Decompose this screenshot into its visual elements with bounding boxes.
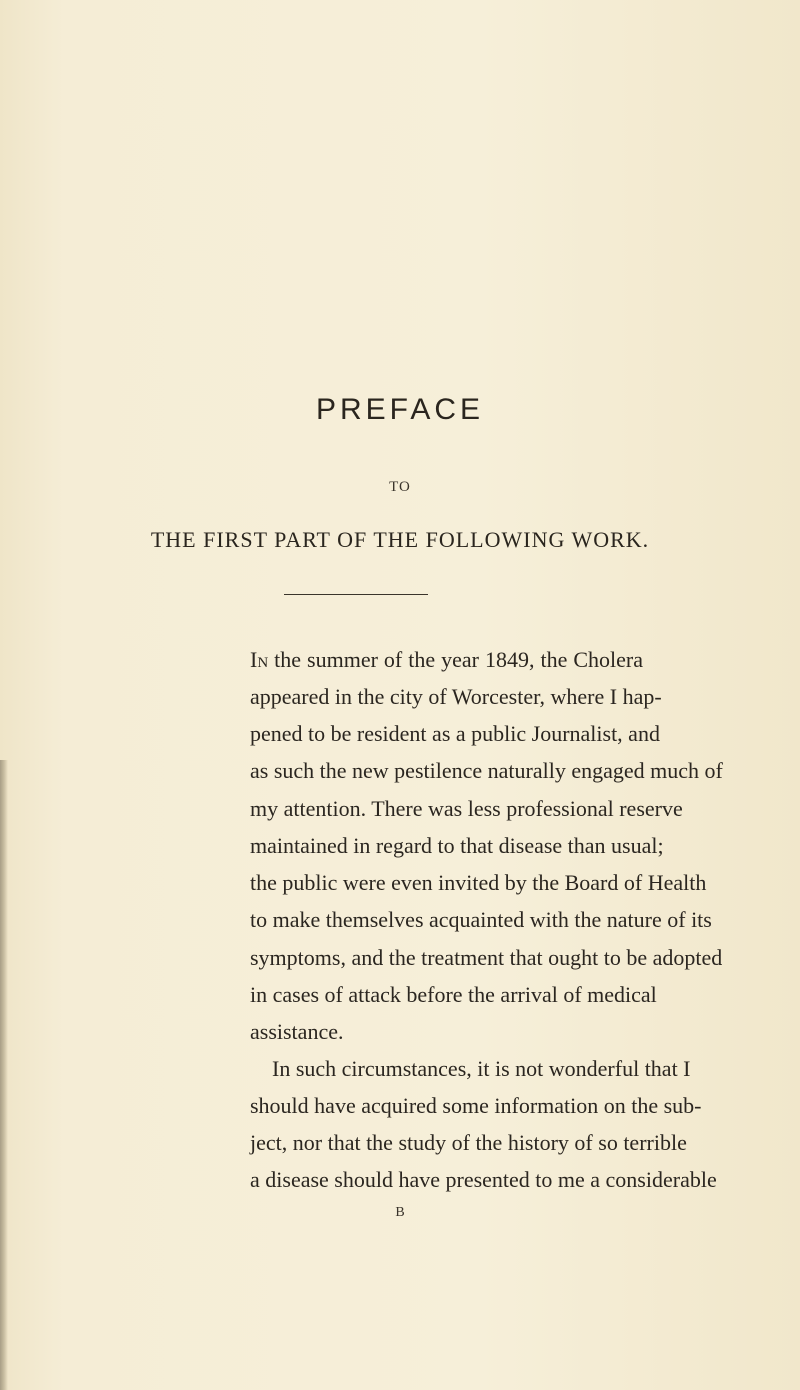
body-line: pened to be resident as a public Journalist, and (250, 721, 660, 746)
body-line: appeared in the city of Worcester, where I hap- (250, 684, 662, 709)
body-line: In such circumstances, it is not wonderful that I (272, 1056, 691, 1081)
body-line: maintained in regard to that disease than usual; (250, 833, 664, 858)
body-line: as such the new pestilence naturally engaged much of (250, 758, 723, 783)
body-line: assistance. (250, 1019, 344, 1044)
preface-subtitle: THE FIRST PART OF THE FOLLOWING WORK. (150, 527, 650, 552)
body-line: to make themselves acquainted with the nature of its (250, 907, 712, 932)
preface-title: PREFACE (315, 393, 485, 426)
lead-word: In (250, 647, 269, 672)
body-line: the public were even invited by the Board of Health (250, 870, 707, 895)
preface-to: TO (389, 479, 411, 495)
body-line: in cases of attack before the arrival of medical (250, 982, 657, 1007)
section-rule (284, 594, 428, 595)
page-edge-shadow (0, 760, 8, 1390)
body-line: ject, nor that the study of the history of so terrible (250, 1130, 687, 1155)
body-line: symptoms, and the treatment that ought to be adopted (250, 945, 723, 970)
signature-mark: B (395, 1205, 405, 1220)
body-line: my attention. There was less professional reserve (250, 796, 683, 821)
body-line: a disease should have presented to me a considerable (250, 1167, 717, 1192)
body-line (250, 645, 643, 675)
body-line-text: the summer of the year 1849, the Cholera (268, 647, 643, 672)
body-line: should have acquired some information on the sub- (250, 1093, 702, 1118)
